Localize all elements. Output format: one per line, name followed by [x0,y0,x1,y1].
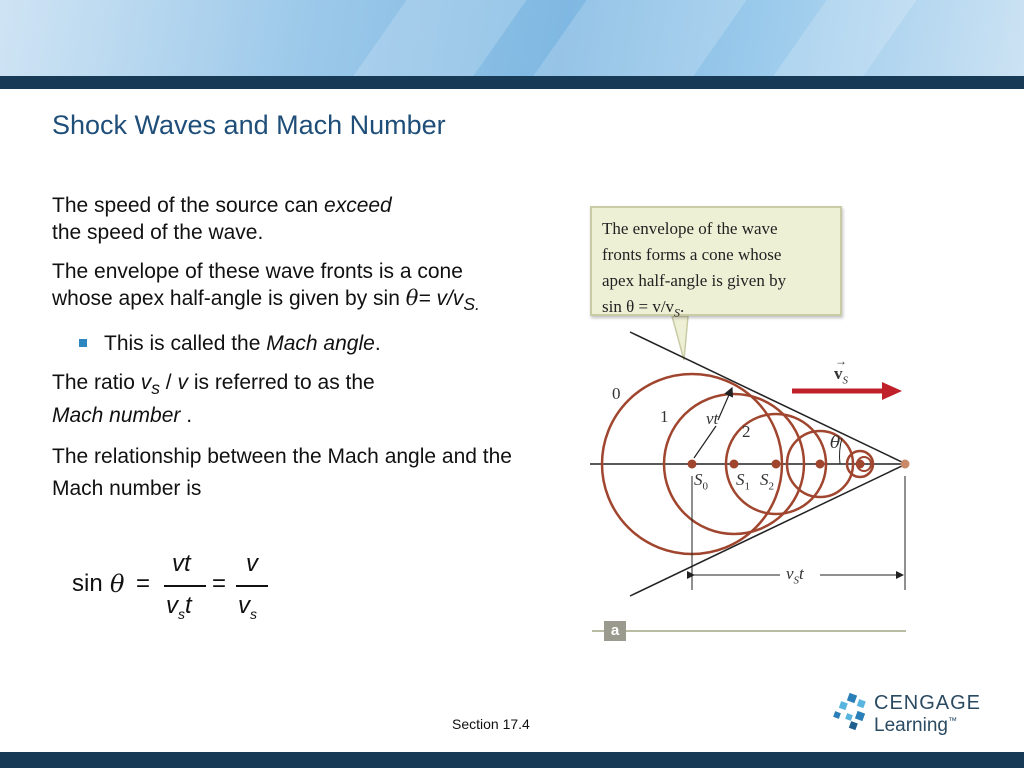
emphasis: exceed [324,194,392,217]
vector-arrow-icon: → [835,354,847,368]
label-vt: vt [706,409,719,428]
subscript: 2 [768,480,774,493]
text: This is called the [104,332,267,356]
equals-sign: = [136,570,151,597]
label-velocity [834,354,848,387]
equals-sign: = [212,570,227,597]
logo-subtitle [874,715,957,737]
figure-part-tag: a [604,621,626,641]
vector-v: v [834,364,843,383]
var-v: v [166,592,178,619]
text: The envelope of these wave fronts is a cone whose apex half-angle is given by sin [52,260,463,310]
callout-line [602,294,830,325]
text: / [159,371,178,395]
subscript: 1 [744,480,750,493]
label-s: S [694,470,703,489]
subscript: s [178,605,185,622]
subscript: S. [463,294,480,315]
text: the speed of the wave. [52,221,264,244]
var-v: v [177,371,188,395]
footer-rule [0,752,1024,768]
label-vst [786,564,804,586]
source-point-s1 [730,460,739,469]
label-theta: θ [830,433,841,453]
label-s2 [760,470,774,492]
trademark: ™ [947,715,957,726]
cengage-mark-icon [832,692,872,732]
text: . [374,332,381,356]
denominator-vst [166,592,192,622]
label-v: v [786,564,794,583]
callout-line: The envelope of the wave [602,219,778,238]
callout-line: apex half-angle is given by [602,271,787,290]
fraction-bar [164,585,206,587]
label-t: t [799,564,804,583]
cone-upper-line [630,332,906,464]
source-current-point [901,460,910,469]
text: The speed of the source can [52,194,325,217]
denominator-vs [238,592,257,622]
text: . [180,404,193,428]
label-s0 [694,470,708,492]
vt-arrow-base [694,426,716,458]
source-point-s0 [688,460,697,469]
label-s: S [760,470,769,489]
source-point [856,460,865,469]
cengage-logo [832,690,992,740]
subscript: S [674,305,681,320]
source-point [816,460,825,469]
callout-text: . [680,297,685,316]
emphasis: Mach angle [266,332,375,356]
slide-body [52,192,522,517]
fraction-bar [236,585,268,587]
label-s1 [736,470,750,492]
paragraph-ratio [52,369,522,429]
logo-subtitle-text: Learning [874,715,948,736]
text: is referred to as the [187,371,375,395]
paragraph-relationship: The relationship between the Mach angle and the Mach number is [52,445,512,501]
numerator-v: v [246,550,258,577]
var-v: v [238,592,250,619]
shock-wave-figure [580,200,920,650]
paragraph-envelope [52,258,522,318]
subscript: S [842,374,848,387]
logo-wordmark: CENGAGE [874,692,982,714]
var-v: v [140,371,152,395]
callout-box [590,206,842,320]
vt-arrow [718,388,732,420]
callout-line: fronts forms a cone whose [602,245,782,264]
theta-symbol: θ [405,286,419,310]
emphasis: Mach number [52,404,181,428]
paragraph-source-speed [52,192,522,246]
label-s: S [736,470,745,489]
callout-text: sin θ = v/v [602,297,675,316]
numerator-vt: vt [172,550,191,577]
sin-label: sin [72,570,103,597]
header-rule [0,76,1024,89]
footer-section-label: Section 17.4 [452,716,530,732]
subscript: s [151,378,160,399]
slide-title: Shock Waves and Mach Number [52,110,446,140]
bullet-mach-angle [52,330,522,357]
label-wavefront-2: 2 [742,422,751,441]
subscript: S [793,574,800,587]
source-point-s2 [772,460,781,469]
bullet-square-icon [79,339,87,347]
header-banner [0,0,1024,76]
var-t: t [185,592,192,619]
subscript: s [250,605,257,622]
theta-symbol: θ [110,570,125,598]
text: The ratio [52,371,141,395]
label-wavefront-0: 0 [612,384,621,403]
equation-text: = v/v [418,287,464,310]
label-wavefront-1: 1 [660,407,669,426]
subscript: 0 [702,480,708,493]
velocity-arrow-head [882,382,902,400]
